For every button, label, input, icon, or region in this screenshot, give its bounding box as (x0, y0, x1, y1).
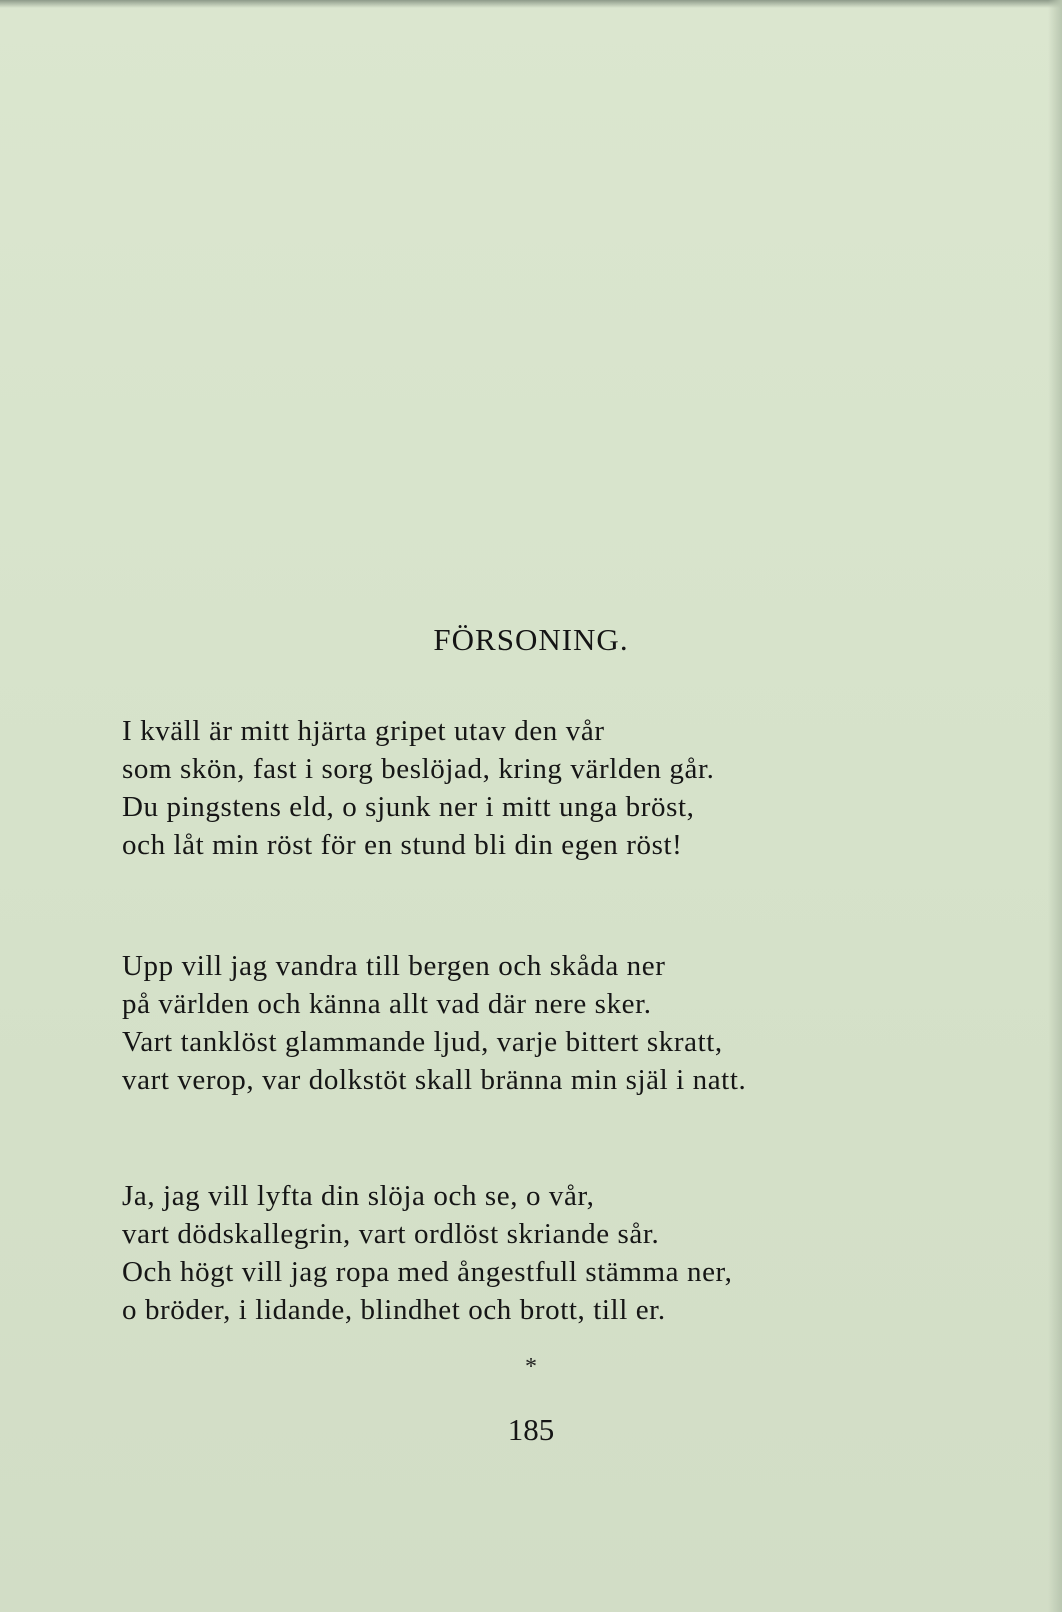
poem-title: FÖRSONING. (433, 622, 629, 657)
stanza-line: Du pingstens eld, o sjunk ner i mitt unga bröst, (122, 791, 695, 823)
stanza-line: Och högt vill jag ropa med ångestfull stämma ner, (122, 1256, 733, 1288)
stanza-line: I kväll är mitt hjärta gripet utav den vår (122, 715, 605, 747)
stanza-line: vart dödskallegrin, vart ordlöst skriande sår. (122, 1218, 660, 1250)
page-number: 185 (507, 1412, 555, 1447)
stanza-line: Upp vill jag vandra till bergen och skåda ner (122, 950, 666, 982)
stanza-line: o bröder, i lidande, blindhet och brott, till er. (122, 1294, 666, 1326)
stanza-3 (122, 1177, 922, 1329)
show-through-text (150, 160, 930, 640)
stanza-line: Ja, jag vill lyfta din slöja och se, o vår, (122, 1180, 595, 1212)
stanza-2 (122, 947, 922, 1099)
section-separator: * (525, 1354, 537, 1380)
stanza-line: på världen och känna allt vad där nere sker. (122, 988, 652, 1020)
stanza-line: och låt min röst för en stund bli din egen röst! (122, 829, 683, 861)
stanza-1 (122, 712, 922, 864)
stanza-line: som skön, fast i sorg beslöjad, kring världen går. (122, 753, 715, 785)
stanza-line: Vart tanklöst glammande ljud, varje bittert skratt, (122, 1026, 723, 1058)
stanza-line: vart verop, var dolkstöt skall bränna min själ i natt. (122, 1064, 747, 1096)
